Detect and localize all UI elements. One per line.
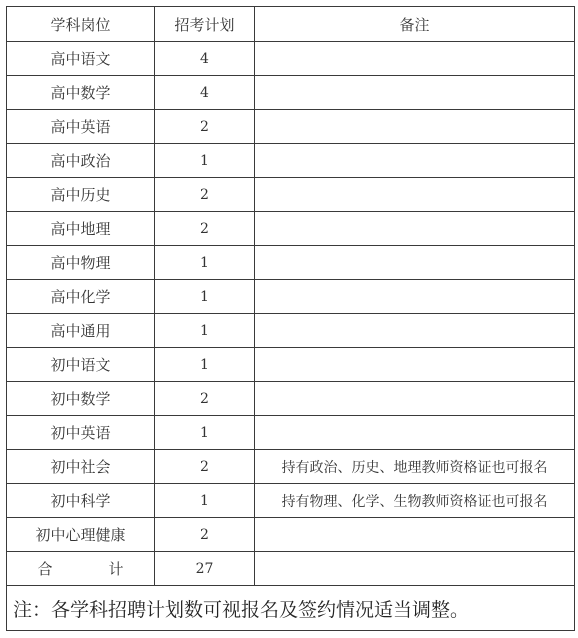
note-cell xyxy=(255,348,575,382)
plan-cell: 1 xyxy=(155,246,255,280)
table-row xyxy=(7,280,575,314)
note-cell xyxy=(255,76,575,110)
plan-cell: 1 xyxy=(155,484,255,518)
subject-cell: 初中英语 xyxy=(7,416,155,450)
total-row xyxy=(7,552,575,586)
subject-cell: 初中社会 xyxy=(7,450,155,484)
table-row xyxy=(7,76,575,110)
plan-cell: 1 xyxy=(155,314,255,348)
note-cell xyxy=(255,212,575,246)
plan-cell: 4 xyxy=(155,42,255,76)
table-row xyxy=(7,518,575,552)
total-value: 27 xyxy=(155,552,255,586)
subject-cell: 高中政治 xyxy=(7,144,155,178)
plan-cell: 2 xyxy=(155,382,255,416)
table-body xyxy=(7,42,575,552)
table-row xyxy=(7,144,575,178)
subject-cell: 初中语文 xyxy=(7,348,155,382)
table-row xyxy=(7,212,575,246)
subject-cell: 初中心理健康 xyxy=(7,518,155,552)
table-row xyxy=(7,110,575,144)
plan-cell: 1 xyxy=(155,416,255,450)
subject-cell: 高中通用 xyxy=(7,314,155,348)
header-plan: 招考计划 xyxy=(155,7,255,42)
table-row xyxy=(7,42,575,76)
recruitment-plan-table xyxy=(6,6,575,631)
table-row xyxy=(7,246,575,280)
table-row xyxy=(7,484,575,518)
subject-cell: 高中数学 xyxy=(7,76,155,110)
plan-cell: 2 xyxy=(155,518,255,552)
plan-cell: 1 xyxy=(155,280,255,314)
subject-cell: 高中地理 xyxy=(7,212,155,246)
footnote: 注：各学科招聘计划数可视报名及签约情况适当调整。 xyxy=(7,586,575,631)
note-cell xyxy=(255,416,575,450)
total-note xyxy=(255,552,575,586)
table-row xyxy=(7,416,575,450)
table-row xyxy=(7,348,575,382)
subject-cell: 高中历史 xyxy=(7,178,155,212)
note-cell xyxy=(255,178,575,212)
table-row xyxy=(7,314,575,348)
plan-cell: 1 xyxy=(155,144,255,178)
note-cell xyxy=(255,382,575,416)
footnote-row xyxy=(7,586,575,631)
table-header-row xyxy=(7,7,575,42)
plan-cell: 2 xyxy=(155,450,255,484)
header-subject: 学科岗位 xyxy=(7,7,155,42)
subject-cell: 高中化学 xyxy=(7,280,155,314)
subject-cell: 高中物理 xyxy=(7,246,155,280)
recruitment-table-container xyxy=(6,6,575,631)
note-cell: 持有政治、历史、地理教师资格证也可报名 xyxy=(255,450,575,484)
note-cell xyxy=(255,110,575,144)
subject-cell: 初中科学 xyxy=(7,484,155,518)
plan-cell: 2 xyxy=(155,110,255,144)
note-cell xyxy=(255,144,575,178)
table-row xyxy=(7,382,575,416)
plan-cell: 4 xyxy=(155,76,255,110)
table-row xyxy=(7,450,575,484)
note-cell xyxy=(255,280,575,314)
subject-cell: 初中数学 xyxy=(7,382,155,416)
plan-cell: 2 xyxy=(155,178,255,212)
subject-cell: 高中语文 xyxy=(7,42,155,76)
plan-cell: 1 xyxy=(155,348,255,382)
note-cell xyxy=(255,314,575,348)
note-cell xyxy=(255,246,575,280)
note-cell: 持有物理、化学、生物教师资格证也可报名 xyxy=(255,484,575,518)
note-cell xyxy=(255,518,575,552)
note-cell xyxy=(255,42,575,76)
header-note: 备注 xyxy=(255,7,575,42)
table-row xyxy=(7,178,575,212)
plan-cell: 2 xyxy=(155,212,255,246)
total-label: 合计 xyxy=(37,560,124,578)
subject-cell: 高中英语 xyxy=(7,110,155,144)
total-label-cell xyxy=(7,552,155,586)
